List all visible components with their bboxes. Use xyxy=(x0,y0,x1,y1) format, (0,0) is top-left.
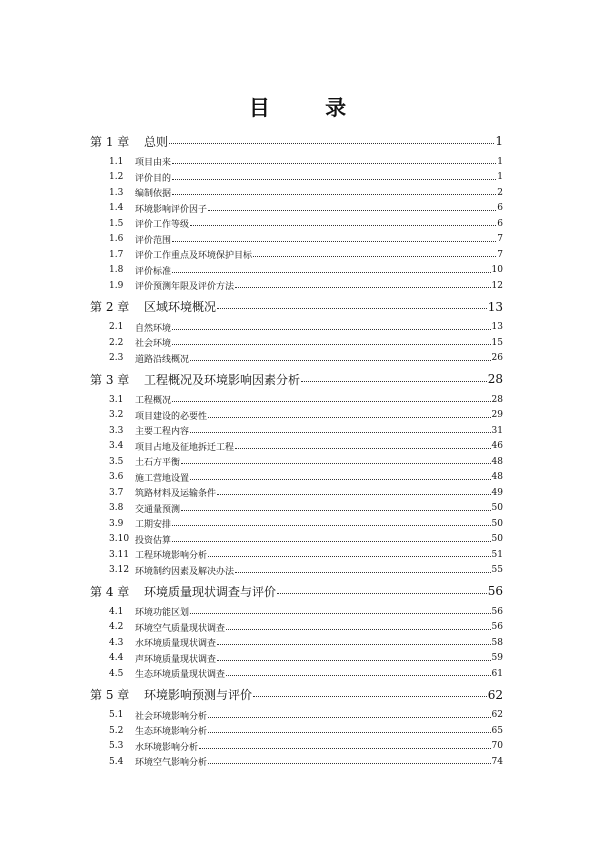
chapter-number: 第 1 章 xyxy=(90,134,130,149)
section-page-number: 7 xyxy=(497,249,503,260)
toc-section-entry[interactable] xyxy=(90,754,503,770)
toc-section-entry[interactable] xyxy=(90,739,503,755)
dot-leader xyxy=(235,287,491,288)
section-title: 投资估算 xyxy=(135,535,172,546)
dot-leader xyxy=(190,360,491,361)
section-title: 自然环境 xyxy=(135,323,172,334)
toc-section-entry[interactable] xyxy=(90,392,503,408)
section-page-number: 10 xyxy=(491,265,503,276)
section-title: 筑路材料及运输条件 xyxy=(135,489,217,500)
toc-section-entry[interactable] xyxy=(90,232,503,248)
section-number: 5.1 xyxy=(109,710,124,721)
toc-section-entry[interactable] xyxy=(90,470,503,486)
toc-section-entry[interactable] xyxy=(90,423,503,439)
section-title: 施工营地设置 xyxy=(135,473,190,484)
dot-leader xyxy=(172,329,491,330)
toc-section-entry[interactable] xyxy=(90,154,503,170)
dot-leader xyxy=(301,381,487,382)
toc-section-entry[interactable] xyxy=(90,320,503,336)
toc-section-entry[interactable] xyxy=(90,335,503,351)
section-title: 环境制约因素及解决办法 xyxy=(135,566,235,577)
section-page-number: 50 xyxy=(491,518,503,529)
toc-section-entry[interactable] xyxy=(90,201,503,217)
section-page-number: 1 xyxy=(497,156,503,167)
section-title: 土石方平衡 xyxy=(135,458,181,469)
toc-section-entry[interactable] xyxy=(90,708,503,724)
section-title: 项目建设的必要性 xyxy=(135,411,208,422)
dot-leader xyxy=(172,401,491,402)
section-title: 环境空气影响分析 xyxy=(135,758,208,769)
section-title: 环境功能区划 xyxy=(135,608,190,619)
dot-leader xyxy=(181,463,491,464)
toc-section-entry[interactable] xyxy=(90,408,503,424)
section-title: 道路沿线概况 xyxy=(135,354,190,365)
section-number: 4.3 xyxy=(109,637,124,648)
section-page-number: 58 xyxy=(491,637,503,648)
dot-leader xyxy=(208,732,491,733)
section-title: 交通量预测 xyxy=(135,504,181,515)
toc-section-entry[interactable] xyxy=(90,604,503,620)
section-page-number: 2 xyxy=(497,187,503,198)
section-number: 1.5 xyxy=(109,218,124,229)
section-number: 1.9 xyxy=(109,280,124,291)
dot-leader xyxy=(217,644,491,645)
chapter-title: 工程概况及环境影响因素分析 xyxy=(144,372,301,387)
toc-chapter-entry[interactable] xyxy=(90,366,503,392)
dot-leader xyxy=(253,696,487,697)
dot-leader xyxy=(235,572,491,573)
chapter-page-number: 28 xyxy=(487,372,503,386)
section-title: 水环境质量现状调查 xyxy=(135,639,217,650)
toc-section-entry[interactable] xyxy=(90,666,503,682)
dot-leader xyxy=(208,717,491,718)
dot-leader xyxy=(190,225,496,226)
section-page-number: 29 xyxy=(491,410,503,421)
section-page-number: 74 xyxy=(491,756,503,767)
toc-chapter-entry[interactable] xyxy=(90,682,503,708)
section-title: 环境影响评价因子 xyxy=(135,204,208,215)
toc-section-entry[interactable] xyxy=(90,501,503,517)
section-number: 3.2 xyxy=(109,410,124,421)
dot-leader xyxy=(199,748,491,749)
toc-title: 目 录 xyxy=(248,95,371,120)
dot-leader xyxy=(190,479,491,480)
section-number: 3.3 xyxy=(109,425,124,436)
dot-leader xyxy=(181,510,491,511)
section-number: 3.7 xyxy=(109,487,124,498)
dot-leader xyxy=(226,629,491,630)
chapter-number: 第 5 章 xyxy=(90,688,130,702)
dot-leader xyxy=(169,143,494,144)
chapter-page-number: 1 xyxy=(495,134,503,148)
chapter-title: 区域环境概况 xyxy=(144,300,217,314)
dot-leader xyxy=(208,556,491,557)
chapter-page-number: 13 xyxy=(487,299,503,314)
dot-leader xyxy=(208,417,491,418)
toc-section-entry[interactable] xyxy=(90,278,503,294)
section-title: 水环境影响分析 xyxy=(135,742,199,753)
toc-section-entry[interactable] xyxy=(90,635,503,651)
section-page-number: 6 xyxy=(497,218,503,229)
section-title: 主要工程内容 xyxy=(135,427,190,438)
section-title: 社会环境 xyxy=(135,339,172,350)
section-title: 项目占地及征地拆迁工程 xyxy=(135,442,235,453)
section-number: 3.6 xyxy=(109,472,124,483)
toc-chapter-entry[interactable] xyxy=(90,578,503,604)
section-page-number: 1 xyxy=(497,172,503,183)
dot-leader xyxy=(172,163,496,164)
section-title: 环境空气质量现状调查 xyxy=(135,623,226,634)
section-page-number: 55 xyxy=(491,565,503,576)
section-page-number: 51 xyxy=(491,549,503,560)
toc-chapter-entry[interactable] xyxy=(90,294,503,320)
section-title: 社会环境影响分析 xyxy=(135,711,208,722)
chapter-page-number: 62 xyxy=(487,687,503,702)
section-page-number: 12 xyxy=(491,280,503,291)
section-number: 3.9 xyxy=(109,518,124,529)
dot-leader xyxy=(190,432,491,433)
section-page-number: 61 xyxy=(491,668,503,679)
section-number: 3.4 xyxy=(109,441,124,452)
section-page-number: 62 xyxy=(491,710,503,721)
section-number: 2.3 xyxy=(109,353,124,364)
section-title: 生态环境质量现状调查 xyxy=(135,670,226,681)
section-number: 1.7 xyxy=(109,249,124,260)
dot-leader xyxy=(172,272,491,273)
dot-leader xyxy=(277,593,487,594)
toc-section-entry[interactable] xyxy=(90,485,503,501)
section-title: 评价标准 xyxy=(135,266,172,277)
section-page-number: 48 xyxy=(491,472,503,483)
dot-leader xyxy=(235,448,491,449)
dot-leader xyxy=(172,344,491,345)
section-page-number: 28 xyxy=(491,394,503,405)
table-of-contents xyxy=(90,128,503,770)
toc-section-entry[interactable] xyxy=(90,620,503,636)
dot-leader xyxy=(226,675,491,676)
section-number: 5.3 xyxy=(109,741,124,752)
section-page-number: 59 xyxy=(491,653,503,664)
section-number: 1.3 xyxy=(109,187,124,198)
section-number: 3.1 xyxy=(109,394,124,405)
dot-leader xyxy=(172,241,496,242)
section-number: 2.1 xyxy=(109,322,124,333)
section-title: 生态环境影响分析 xyxy=(135,727,208,738)
section-title: 评价工作等级 xyxy=(135,220,190,231)
section-page-number: 6 xyxy=(497,203,503,214)
dot-leader xyxy=(253,256,496,257)
toc-section-entry[interactable] xyxy=(90,351,503,367)
section-title: 评价工作重点及环境保护目标 xyxy=(135,251,253,262)
section-page-number: 46 xyxy=(491,441,503,452)
dot-leader xyxy=(208,210,496,211)
section-number: 3.10 xyxy=(109,534,130,545)
section-title: 项目由来 xyxy=(135,158,172,169)
chapter-title: 环境质量现状调查与评价 xyxy=(144,584,277,599)
section-page-number: 7 xyxy=(497,234,503,245)
section-page-number: 49 xyxy=(491,487,503,498)
section-number: 1.8 xyxy=(109,265,124,276)
section-title: 工期安排 xyxy=(135,520,172,531)
toc-section-entry[interactable] xyxy=(90,516,503,532)
chapter-page-number: 56 xyxy=(487,584,503,598)
section-number: 3.8 xyxy=(109,503,124,514)
chapter-number: 第 3 章 xyxy=(90,372,130,387)
dot-leader xyxy=(217,660,491,661)
section-page-number: 31 xyxy=(491,425,503,436)
section-title: 工程概况 xyxy=(135,396,172,407)
section-title: 编制依据 xyxy=(135,189,172,200)
toc-section-entry[interactable] xyxy=(90,185,503,201)
toc-section-entry[interactable] xyxy=(90,723,503,739)
toc-section-entry[interactable] xyxy=(90,247,503,263)
section-page-number: 50 xyxy=(491,503,503,514)
section-number: 3.11 xyxy=(109,549,130,560)
dot-leader xyxy=(190,613,491,614)
section-title: 评价预测年限及评价方法 xyxy=(135,282,235,293)
section-number: 4.2 xyxy=(109,622,124,633)
section-page-number: 26 xyxy=(491,353,503,364)
chapter-title: 环境影响预测与评价 xyxy=(144,688,253,702)
section-page-number: 56 xyxy=(491,622,503,633)
section-page-number: 13 xyxy=(491,322,503,333)
section-title: 评价范围 xyxy=(135,235,172,246)
toc-chapter-entry[interactable] xyxy=(90,128,503,154)
section-page-number: 50 xyxy=(491,534,503,545)
chapter-number: 第 2 章 xyxy=(90,300,130,314)
dot-leader xyxy=(172,179,496,180)
section-number: 4.1 xyxy=(109,606,124,617)
section-number: 2.2 xyxy=(109,337,124,348)
dot-leader xyxy=(172,541,491,542)
section-number: 4.4 xyxy=(109,653,124,664)
section-number: 1.1 xyxy=(109,156,124,167)
section-number: 1.4 xyxy=(109,203,124,214)
toc-section-entry[interactable] xyxy=(90,547,503,563)
section-page-number: 48 xyxy=(491,456,503,467)
section-title: 工程环境影响分析 xyxy=(135,551,208,562)
section-page-number: 70 xyxy=(491,741,503,752)
chapter-number: 第 4 章 xyxy=(90,584,130,599)
dot-leader xyxy=(172,194,496,195)
toc-section-entry[interactable] xyxy=(90,651,503,667)
section-number: 3.5 xyxy=(109,456,124,467)
toc-section-entry[interactable] xyxy=(90,170,503,186)
section-title: 声环境质量现状调查 xyxy=(135,654,217,665)
section-number: 4.5 xyxy=(109,668,124,679)
dot-leader xyxy=(208,763,491,764)
section-number: 1.6 xyxy=(109,234,124,245)
dot-leader xyxy=(217,494,491,495)
section-number: 1.2 xyxy=(109,172,124,183)
section-page-number: 65 xyxy=(491,725,503,736)
section-number: 5.2 xyxy=(109,725,124,736)
chapter-title: 总则 xyxy=(144,134,169,149)
toc-section-entry[interactable] xyxy=(90,563,503,579)
toc-section-entry[interactable] xyxy=(90,439,503,455)
section-number: 3.12 xyxy=(109,565,130,576)
toc-section-entry[interactable] xyxy=(90,454,503,470)
toc-section-entry[interactable] xyxy=(90,216,503,232)
section-number: 5.4 xyxy=(109,756,124,767)
dot-leader xyxy=(172,525,491,526)
dot-leader xyxy=(217,308,487,309)
section-title: 评价目的 xyxy=(135,173,172,184)
toc-section-entry[interactable] xyxy=(90,532,503,548)
section-page-number: 15 xyxy=(491,337,503,348)
section-page-number: 56 xyxy=(491,606,503,617)
toc-section-entry[interactable] xyxy=(90,263,503,279)
